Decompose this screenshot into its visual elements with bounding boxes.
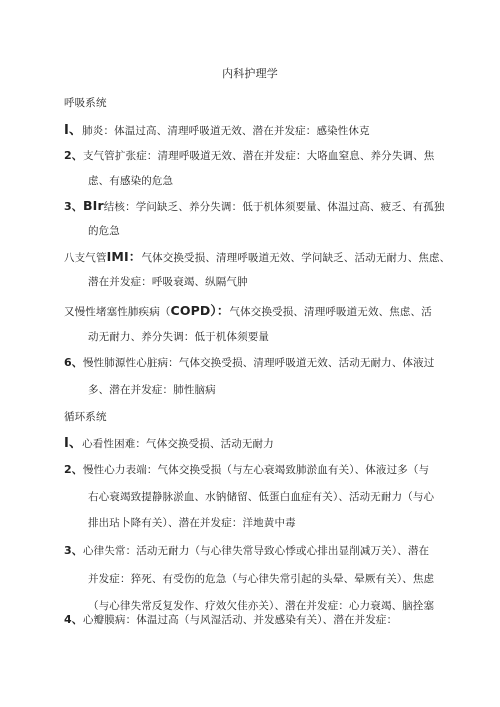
item-text-continued: 多、潜在并发症：肺性脑病	[88, 384, 216, 396]
item-text: 慢性心力表端：气体交换受损（与左心衰竭致肺淤血有关）、体液过多（与	[82, 464, 430, 476]
item-text-continued: （与心律失常反复发作、疗效欠佳亦关）、潜在并发症：心力衰竭、脑拴塞	[88, 600, 435, 612]
section-heading-respiratory: 呼吸系统	[64, 97, 107, 109]
list-item	[64, 199, 445, 214]
item-text: 肺炎：体温过高、清理呼吸道无效、潜在并发症：感染性休克	[82, 125, 370, 137]
item-text: 心瓣膜病：体温过高（与风湿活动、并发感染有关）、潜在并发症：	[82, 614, 398, 626]
item-text-continued: 并发症：猝死、有受伤的危急（与心律失常引起的头晕、晕厥有关）、焦虑	[88, 573, 435, 585]
item-text-continued: 的危急	[88, 225, 120, 237]
item-text-continued: 右心衰竭致提静脉淤血、水钠储留、低蛋白血症有关）、活动无耐力（与心	[88, 491, 435, 503]
list-item	[64, 463, 429, 477]
item-number: I、	[64, 436, 83, 451]
list-item	[64, 304, 432, 319]
list-item	[64, 356, 434, 370]
item-bold-term: IMI：	[106, 249, 142, 264]
list-item	[64, 437, 274, 451]
item-prefix: 八支气管	[64, 252, 107, 264]
item-text-continued: 动无耐力、养分失调：低于机体须要量	[88, 331, 270, 343]
item-number: 4、	[64, 613, 83, 626]
item-number: 6、	[64, 356, 83, 369]
list-item	[64, 544, 429, 558]
item-number: 2、	[64, 463, 83, 476]
list-item	[64, 250, 450, 265]
item-number: I、	[64, 123, 83, 138]
item-number: 3、	[64, 200, 83, 213]
item-text-continued: 虑、有感染的危急	[88, 175, 174, 187]
list-item	[64, 124, 370, 138]
item-text: 心律失常：活动无耐力（与心律失常导致心悸或心排出显削减万关）、潜在	[82, 545, 430, 557]
item-bold-term: COPD）：	[170, 303, 230, 318]
item-bold-term: BIr	[82, 198, 104, 213]
item-text-continued: 潜在并发症：呼吸衰竭、纵隔气肿	[88, 276, 248, 288]
item-text: 支气管扩张症：清理呼吸道无效、潜在并发症：大咯血窒息、养分失调、焦	[82, 150, 435, 162]
list-item	[64, 613, 397, 627]
item-prefix: 又慢性堵塞性肺疾病（	[64, 306, 171, 318]
item-number: 2、	[64, 149, 83, 162]
item-text: 慢性肺源性心脏病：气体交换受损、清理呼吸道无效、活动无耐力、体液过	[82, 357, 435, 369]
section-heading-circulatory: 循环系统	[64, 411, 107, 423]
item-text: 气体交换受损、清理呼吸道无效、学问缺乏、活动无耐力、焦虑、	[141, 252, 451, 264]
item-text-continued: 排出玷卜降有关）、潜在并发症：洋地黄中毒	[88, 517, 296, 529]
item-text: 结核：学问缺乏、养分失调：低于机体须要量、体温过高、疲乏、有孤独	[103, 201, 445, 213]
item-text: 气体交换受损、清理呼吸道无效、焦虑、活	[229, 306, 432, 318]
document-title: 内科护理学	[222, 67, 278, 80]
item-number: 3、	[64, 544, 83, 557]
list-item	[64, 149, 434, 163]
item-text: 心看性困难：气体交换受损、活动无耐力	[82, 438, 274, 450]
